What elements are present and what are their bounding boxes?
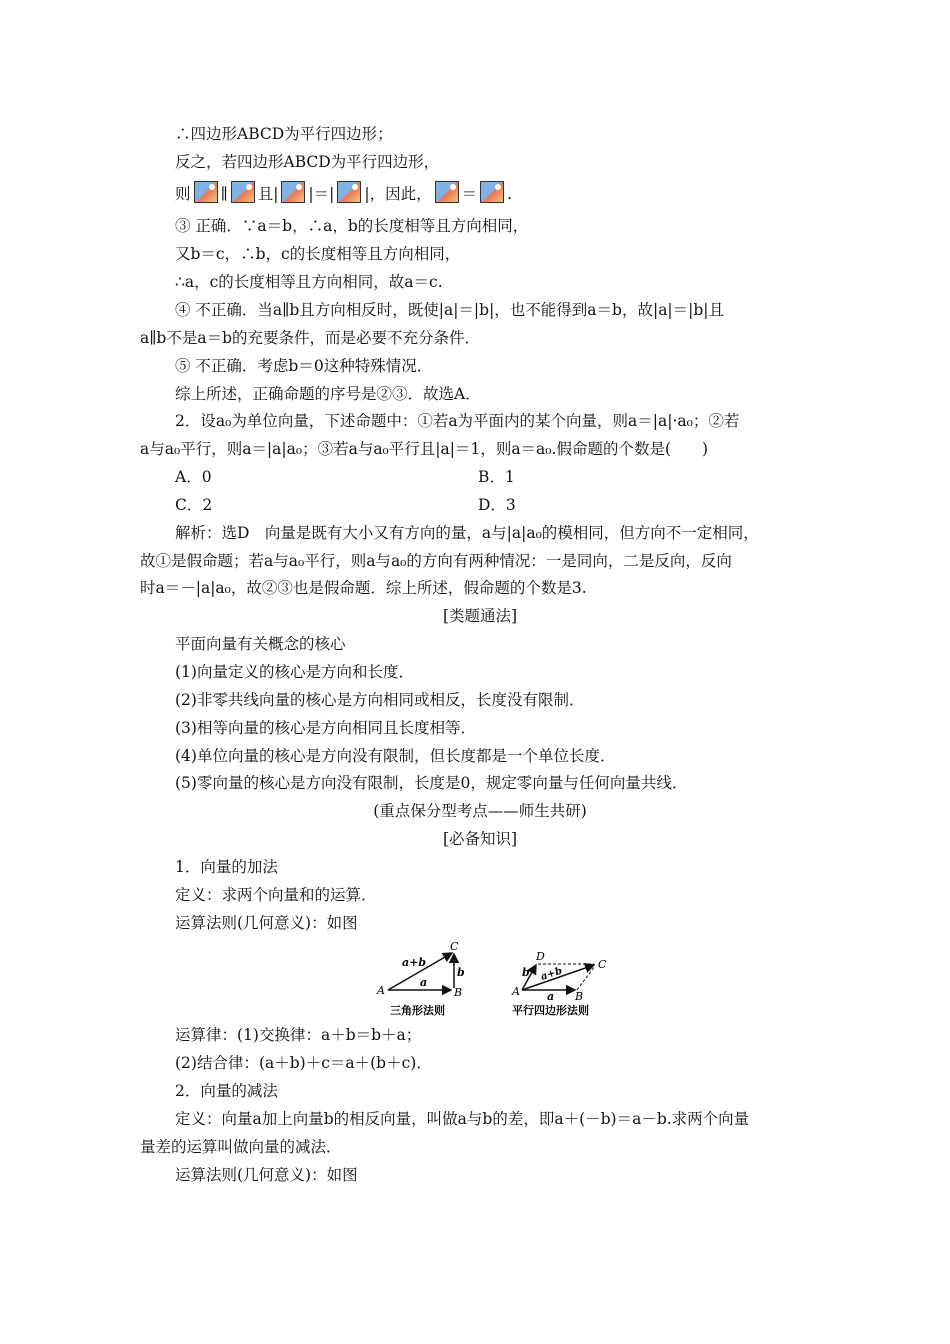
section-heading: [类题通法] (442, 607, 518, 625)
line: (1)向量定义的核心是方向和长度． (175, 663, 414, 681)
line: 运算法则(几何意义)：如图 (175, 1166, 358, 1184)
section-heading: [必备知识] (442, 830, 518, 848)
svg-text:D: D (536, 950, 545, 963)
line: 定义：求两个向量和的运算． (175, 886, 377, 904)
line-vector-equality: 则 ∥ 且| |＝| |，因此， ＝ . (175, 181, 855, 204)
line: 量差的运算叫做向量的减法． (140, 1138, 342, 1156)
vector-image-icon (281, 181, 305, 203)
line: 运算律：(1)交换律：a＋b＝b＋a； (175, 1026, 422, 1044)
options-row (175, 467, 855, 487)
line: 运算法则(几何意义)：如图 (175, 914, 358, 932)
svg-text:a+b: a+b (539, 965, 564, 983)
line: 综上所述，正确命题的序号是②③．故选A． (175, 385, 481, 403)
line: ④ 不正确．当a∥b且方向相反时，既使|a|＝|b|，也不能得到a＝b，故|a|＝|b|且 (175, 301, 725, 319)
options-row (175, 495, 855, 515)
svg-text:C: C (450, 940, 459, 953)
svg-text:B: B (454, 986, 463, 999)
vector-image-icon (480, 181, 504, 203)
svg-text:b: b (457, 966, 465, 979)
line: 又b＝c，∴b，c的长度相等且方向相同， (175, 245, 461, 263)
line: 反之，若四边形ABCD为平行四边形， (175, 153, 440, 171)
line: (4)单位向量的核心是方向没有限制，但长度都是一个单位长度． (175, 747, 616, 765)
svg-text:三角形法则: 三角形法则 (390, 1004, 445, 1017)
question-2: 2．设a₀为单位向量，下述命题中：①若a为平面内的某个向量，则a＝|a|·a₀；②若 (175, 412, 740, 430)
vector-addition-figure (370, 938, 620, 1022)
triangle-rule-diagram (376, 940, 465, 1017)
line: ⑤ 不正确．考虑b＝0这种特殊情况． (175, 357, 433, 375)
svg-text:平行四边形法则: 平行四边形法则 (512, 1004, 589, 1017)
line: ∴a，c的长度相等且方向相同，故a＝c. (175, 273, 443, 291)
line: (5)零向量的核心是方向没有限制，长度是0，规定零向量与任何向量共线． (175, 774, 688, 792)
vector-image-icon (435, 181, 459, 203)
svg-text:a: a (420, 976, 428, 989)
option-b: B．1 (478, 468, 515, 486)
line: 时a＝－|a|a₀，故②③也是假命题．综上所述，假命题的个数是3. (140, 579, 587, 597)
line: 定义：向量a加上向量b的相反向量，叫做a与b的差，即a＋(－b)＝a－b.求两个向量 (175, 1110, 750, 1128)
svg-text:b: b (522, 966, 530, 979)
svg-text:A: A (377, 984, 385, 997)
section-heading: (重点保分型考点——师生共研) (373, 802, 587, 820)
line: 1．向量的加法 (175, 858, 278, 876)
svg-text:a: a (547, 990, 555, 1003)
line: ③ 正确．∵a＝b，∴a，b的长度相等且方向相同， (175, 217, 529, 235)
vector-image-icon (231, 181, 255, 203)
option-a: A．0 (175, 468, 212, 486)
vector-image-icon (194, 181, 218, 203)
vector-image-icon (337, 181, 361, 203)
line: 解析：选D 向量是既有大小又有方向的量，a与|a|a₀的模相同，但方向不一定相同， (175, 524, 759, 542)
svg-text:A: A (512, 985, 520, 998)
line: ∴四边形ABCD为平行四边形； (175, 125, 393, 143)
line: (2)非零共线向量的核心是方向相同或相反，长度没有限制． (175, 691, 585, 709)
option-c: C．2 (175, 496, 213, 514)
svg-text:a+b: a+b (402, 956, 427, 969)
option-d: D．3 (478, 496, 516, 514)
line: a与a₀平行，则a＝|a|a₀；③若a与a₀平行且|a|＝1，则a＝a₀.假命题的个数是( ) (140, 440, 709, 458)
line: 平面向量有关概念的核心 (175, 635, 346, 653)
parallelogram-rule-diagram (511, 950, 607, 1017)
line: 故①是假命题；若a与a₀平行，则a与a₀的方向有两种情况：一是同向，二是反向，反向 (140, 552, 732, 570)
svg-text:C: C (598, 958, 607, 971)
line: (3)相等向量的核心是方向相同且长度相等． (175, 719, 476, 737)
line: a∥b不是a＝b的充要条件，而是必要不充分条件． (140, 329, 480, 347)
line: 2．向量的减法 (175, 1082, 278, 1100)
line: (2)结合律：(a＋b)＋c＝a＋(b＋c)． (175, 1054, 432, 1072)
svg-text:B: B (575, 990, 584, 1003)
